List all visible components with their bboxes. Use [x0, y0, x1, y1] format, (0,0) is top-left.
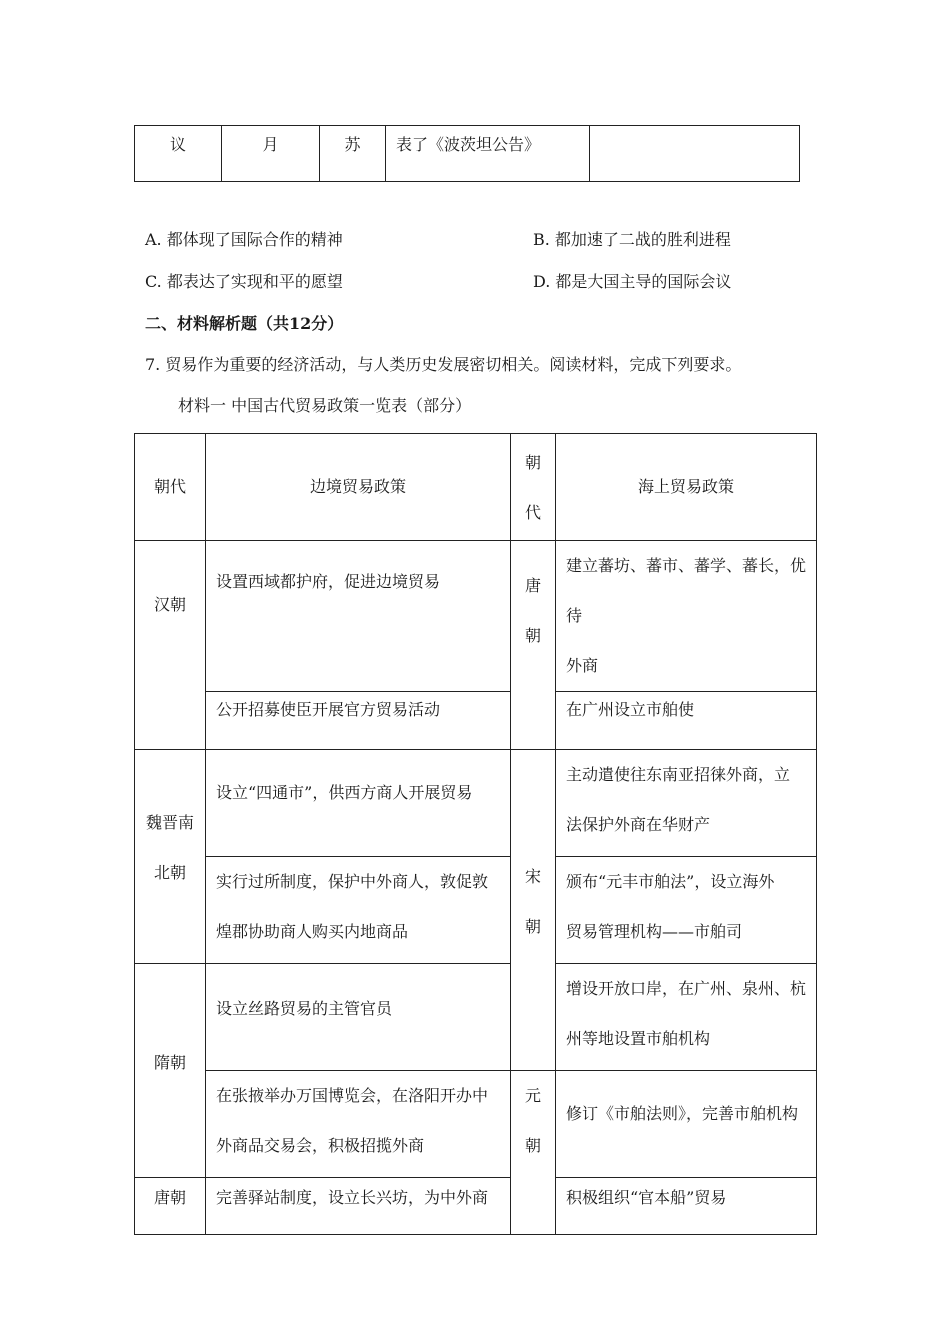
policy-sui-2-line1: 在张掖举办万国博览会，在洛阳开办中 — [216, 1086, 489, 1105]
dynasty-song — [511, 750, 556, 1071]
dynasty-weijin-2: 北朝 — [153, 863, 186, 882]
policy-sui-2 — [206, 1071, 511, 1178]
policy-sui-1: 设立丝路贸易的主管官员 — [206, 964, 511, 1071]
policy-song-sea-1-line2: 法保护外商在华财产 — [566, 815, 711, 834]
top-cell-1: 议 — [135, 126, 222, 182]
top-cell-3: 苏 — [320, 126, 386, 182]
option-c: C. 都表达了实现和平的愿望 — [145, 272, 343, 291]
header-dynasty-left: 朝代 — [135, 434, 206, 541]
dynasty-song-1: 宋 — [524, 867, 541, 886]
dynasty-tang-right-1: 唐 — [524, 576, 541, 595]
policy-table — [134, 433, 817, 1235]
option-d: D. 都是大国主导的国际会议 — [533, 272, 732, 291]
policy-yuan-sea-1: 修订《市舶法则》，完善市舶机构 — [556, 1071, 817, 1178]
policy-yuan-sea-2: 积极组织“官本船”贸易 — [556, 1178, 817, 1235]
dynasty-yuan — [511, 1071, 556, 1235]
policy-song-sea-1 — [556, 750, 817, 857]
header-sea-policy: 海上贸易政策 — [556, 434, 817, 541]
section-title: 二、材料解析题（共12分） — [145, 314, 344, 333]
dynasty-tang-right-2: 朝 — [524, 626, 541, 645]
top-cell-2: 月 — [222, 126, 320, 182]
policy-han-2: 公开招募使臣开展官方贸易活动 — [206, 692, 511, 750]
header-border-policy: 边境贸易政策 — [206, 434, 511, 541]
policy-tang-sea-1-line1: 建立蕃坊、蕃市、蕃学、蕃长，优待 — [566, 556, 807, 625]
dynasty-tang-left: 唐朝 — [135, 1178, 206, 1235]
dynasty-yuan-2: 朝 — [524, 1136, 541, 1155]
header-dynasty-right-1: 朝 — [524, 453, 541, 472]
dynasty-tang-right — [511, 541, 556, 750]
option-a: A. 都体现了国际合作的精神 — [145, 230, 343, 249]
top-table — [134, 125, 800, 182]
policy-tang-sea-1 — [556, 541, 817, 692]
dynasty-han: 汉朝 — [135, 541, 206, 750]
dynasty-weijin-1: 魏晋南 — [145, 813, 194, 832]
header-dynasty-right-2: 代 — [524, 503, 541, 522]
policy-sui-2-line2: 外商品交易会，积极招揽外商 — [216, 1136, 425, 1155]
policy-weijin-2 — [206, 857, 511, 964]
top-cell-5 — [590, 126, 800, 182]
dynasty-yuan-1: 元 — [524, 1086, 541, 1105]
policy-song-sea-3-line1: 增设开放口岸，在广州、泉州、杭 — [566, 979, 807, 998]
policy-tang-sea-1-line2: 外商 — [566, 656, 599, 675]
policy-song-sea-2-line1: 颁布“元丰市舶法”，设立海外 — [566, 872, 775, 891]
policy-song-sea-2 — [556, 857, 817, 964]
policy-tang-sea-2: 在广州设立市舶使 — [556, 692, 817, 750]
option-b: B. 都加速了二战的胜利进程 — [533, 230, 731, 249]
header-dynasty-right — [511, 434, 556, 541]
policy-weijin-2-line2: 煌郡协助商人购买内地商品 — [216, 922, 409, 941]
dynasty-weijin — [135, 750, 206, 964]
policy-weijin-1: 设立“四通市”，供西方商人开展贸易 — [206, 750, 511, 857]
policy-song-sea-2-line2: 贸易管理机构——市舶司 — [566, 922, 743, 941]
top-cell-4: 表了《波茨坦公告》 — [386, 126, 590, 182]
dynasty-song-2: 朝 — [524, 917, 541, 936]
policy-weijin-2-line1: 实行过所制度，保护中外商人，敦促敦 — [216, 872, 489, 891]
policy-song-sea-1-line1: 主动遣使往东南亚招徕外商，立 — [566, 765, 791, 784]
question-stem: 7. 贸易作为重要的经济活动，与人类历史发展密切相关。阅读材料，完成下列要求。 — [145, 355, 742, 374]
dynasty-sui: 隋朝 — [135, 964, 206, 1178]
policy-tang-1: 完善驿站制度，设立长兴坊，为中外商 — [206, 1178, 511, 1235]
material-title: 材料一 中国古代贸易政策一览表（部分） — [178, 396, 472, 415]
policy-song-sea-3 — [556, 964, 817, 1071]
policy-han-1: 设置西域都护府，促进边境贸易 — [206, 541, 511, 692]
policy-song-sea-3-line2: 州等地设置市舶机构 — [566, 1029, 711, 1048]
